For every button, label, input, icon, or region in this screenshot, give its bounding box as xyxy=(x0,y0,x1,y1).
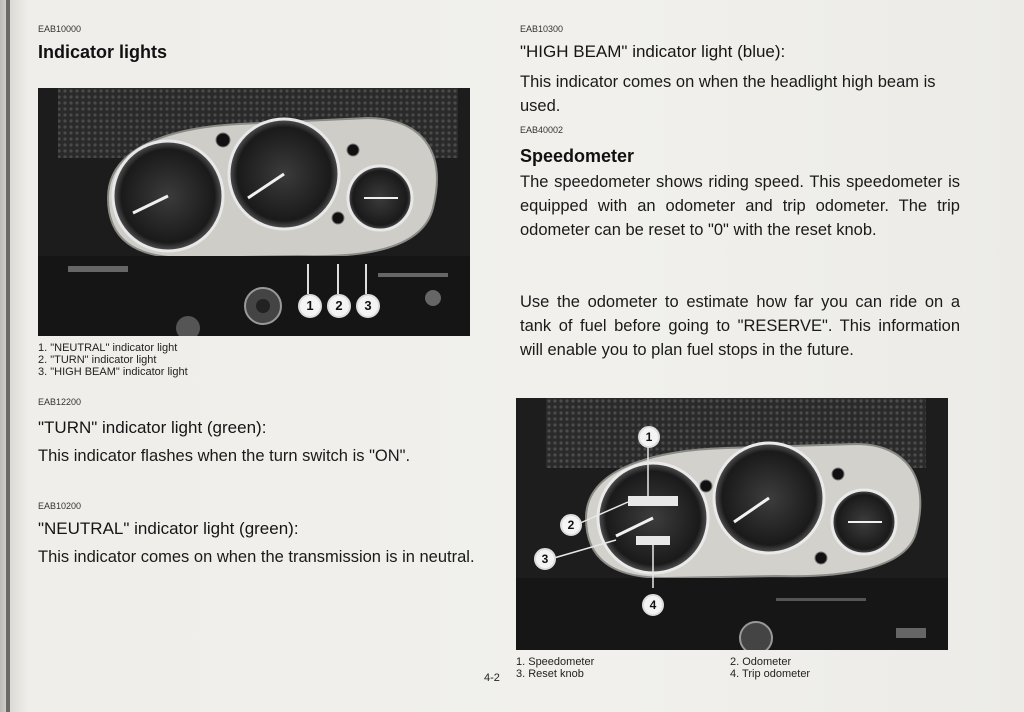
section-code-neutral: EAB10200 xyxy=(38,501,82,511)
callout-speedometer: 1 xyxy=(638,426,660,448)
caption-high-beam: 3. "HIGH BEAM" indicator light xyxy=(38,366,188,378)
page-number: 4-2 xyxy=(484,672,500,684)
callout-2: 2 xyxy=(327,294,351,318)
neutral-heading: "NEUTRAL" indicator light (green): xyxy=(38,519,299,538)
section-code-turn: EAB12200 xyxy=(38,397,82,407)
indicator-photo-captions xyxy=(38,342,468,378)
caption-neutral: 1. "NEUTRAL" indicator light xyxy=(38,342,178,354)
speedometer-body-1: The speedometer shows riding speed. This speedometer is equipped with an odometer and trip odometer. The trip odometer can be reset to "0" with the reset knob. xyxy=(520,173,960,239)
section-code-indicator-lights: EAB10000 xyxy=(38,24,82,34)
speedometer-body-2: Use the odometer to estimate how far you can ride on a tank of fuel before going to "RESERVE". This information will enable you to plan fuel stops in the future. xyxy=(520,293,960,359)
speedometer-photo xyxy=(516,398,948,650)
caption-trip-odometer: 4. Trip odometer xyxy=(730,668,811,680)
section-code-speedometer: EAB40002 xyxy=(520,125,564,135)
callout-odometer: 2 xyxy=(560,514,582,536)
high-beam-heading: "HIGH BEAM" indicator light (blue): xyxy=(520,42,786,61)
callout-reset-knob: 3 xyxy=(534,548,556,570)
neutral-body: This indicator comes on when the transmission is in neutral. xyxy=(38,548,475,566)
caption-reset-knob: 3. Reset knob xyxy=(516,668,584,680)
speedometer-captions-right xyxy=(730,656,930,680)
caption-turn: 2. "TURN" indicator light xyxy=(38,354,157,366)
high-beam-body: This indicator comes on when the headlight high beam is used. xyxy=(520,73,936,115)
caption-odometer: 2. Odometer xyxy=(730,656,792,668)
section-code-high-beam: EAB10300 xyxy=(520,24,564,34)
indicator-lights-photo xyxy=(38,88,470,336)
callout-1: 1 xyxy=(298,294,322,318)
caption-speedometer: 1. Speedometer xyxy=(516,656,595,668)
turn-heading: "TURN" indicator light (green): xyxy=(38,418,267,437)
section-title-indicator-lights: Indicator lights xyxy=(38,42,168,62)
speedometer-captions-left xyxy=(516,656,716,680)
speedometer-title: Speedometer xyxy=(520,146,635,166)
binding-spine xyxy=(6,0,10,712)
callout-3: 3 xyxy=(356,294,380,318)
callout-trip-odometer: 4 xyxy=(642,594,664,616)
turn-body: This indicator flashes when the turn switch is "ON". xyxy=(38,447,411,465)
